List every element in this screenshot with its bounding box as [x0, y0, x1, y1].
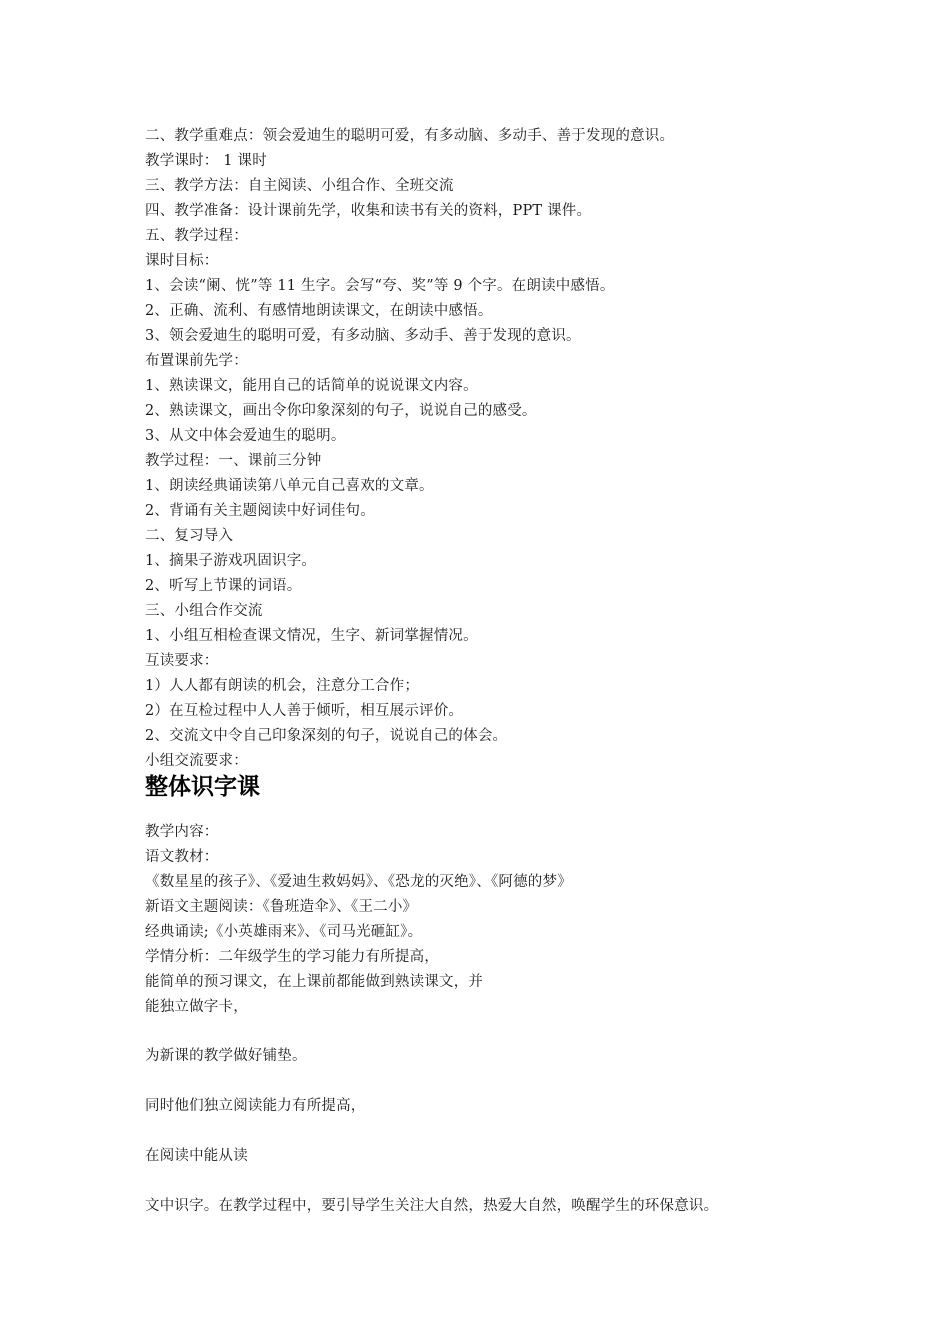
text-line: 《数星星的孩子》、《爱迪生救妈妈》、《恐龙的灭绝》、《阿德的梦》 — [145, 874, 572, 890]
text-line: 新语文主题阅读：《鲁班造伞》、《王二小》 — [145, 899, 418, 915]
text-line: 教学过程：一、课前三分钟 — [145, 453, 322, 469]
text-line: 1、会读“阑、恍”等 11 生字。会写“夸、奖”等 9 个字。在朗读中感悟。 — [145, 278, 615, 294]
text-line: 二、复习导入 — [145, 528, 234, 544]
text-line: 1、朗读经典诵读第八单元自己喜欢的文章。 — [145, 478, 434, 494]
text-line: 3、从文中体会爱迪生的聪明。 — [145, 428, 346, 444]
text-line: 能简单的预习课文，在上课前都能做到熟读课文，并 — [145, 974, 484, 990]
text-line: 学情分析：二年级学生的学习能力有所提高， — [145, 949, 439, 965]
text-line: 互读要求： — [145, 653, 219, 669]
text-line: 三、教学方法：自主阅读、小组合作、全班交流 — [145, 178, 454, 194]
content-section — [145, 820, 825, 1020]
text-line: 课时目标： — [145, 253, 219, 269]
text-line: 五、教学过程： — [145, 228, 248, 244]
text-line: 2、听写上节课的词语。 — [145, 578, 302, 594]
text-line: 3、领会爱迪生的聪明可爱，有多动脑、多动手、善于发现的意识。 — [145, 328, 581, 344]
text-line: 在阅读中能从读 — [145, 1148, 248, 1164]
text-line: 三、小组合作交流 — [145, 603, 263, 619]
text-line: 同时他们独立阅读能力有所提高， — [145, 1098, 366, 1114]
text-line: 为新课的教学做好铺垫。 — [145, 1048, 307, 1064]
text-line: 布置课前先学： — [145, 353, 248, 369]
objectives-section — [145, 124, 825, 774]
text-line: 四、教学准备：设计课前先学，收集和读书有关的资料，PPT 课件。 — [145, 203, 592, 219]
text-line: 文中识字。在教学过程中，要引导学生关注大自然，热爱大自然，唤醒学生的环保意识。 — [145, 1198, 719, 1214]
text-line: 2）在互检过程中人人善于倾听，相互展示评价。 — [145, 703, 464, 719]
text-line: 1、摘果子游戏巩固识字。 — [145, 553, 317, 569]
text-line: 2、交流文中令自己印象深刻的句子，说说自己的体会。 — [145, 728, 508, 744]
section-heading: 整体识字课 — [145, 774, 260, 800]
text-line: 教学内容： — [145, 824, 219, 840]
text-line: 2、正确、流利、有感情地朗读课文，在朗读中感悟。 — [145, 303, 493, 319]
text-line: 小组交流要求： — [145, 753, 248, 769]
text-line: 2、背诵有关主题阅读中好词佳句。 — [145, 503, 375, 519]
text-line: 经典诵读;《小英雄雨来》、《司马光砸缸》。 — [145, 924, 423, 940]
text-line: 1）人人都有朗读的机会，注意分工合作； — [145, 678, 420, 694]
text-line: 1、熟读课文，能用自己的话简单的说说课文内容。 — [145, 378, 478, 394]
text-line: 教学课时： 1 课时 — [145, 153, 267, 169]
text-line: 能独立做字卡， — [145, 999, 248, 1015]
text-line: 1、小组互相检查课文情况，生字、新词掌握情况。 — [145, 628, 478, 644]
text-line: 语文教材： — [145, 849, 219, 865]
text-line: 二、教学重难点：领会爱迪生的聪明可爱，有多动脑、多动手、善于发现的意识。 — [145, 128, 675, 144]
text-line: 2、熟读课文，画出令你印象深刻的句子，说说自己的感受。 — [145, 403, 537, 419]
